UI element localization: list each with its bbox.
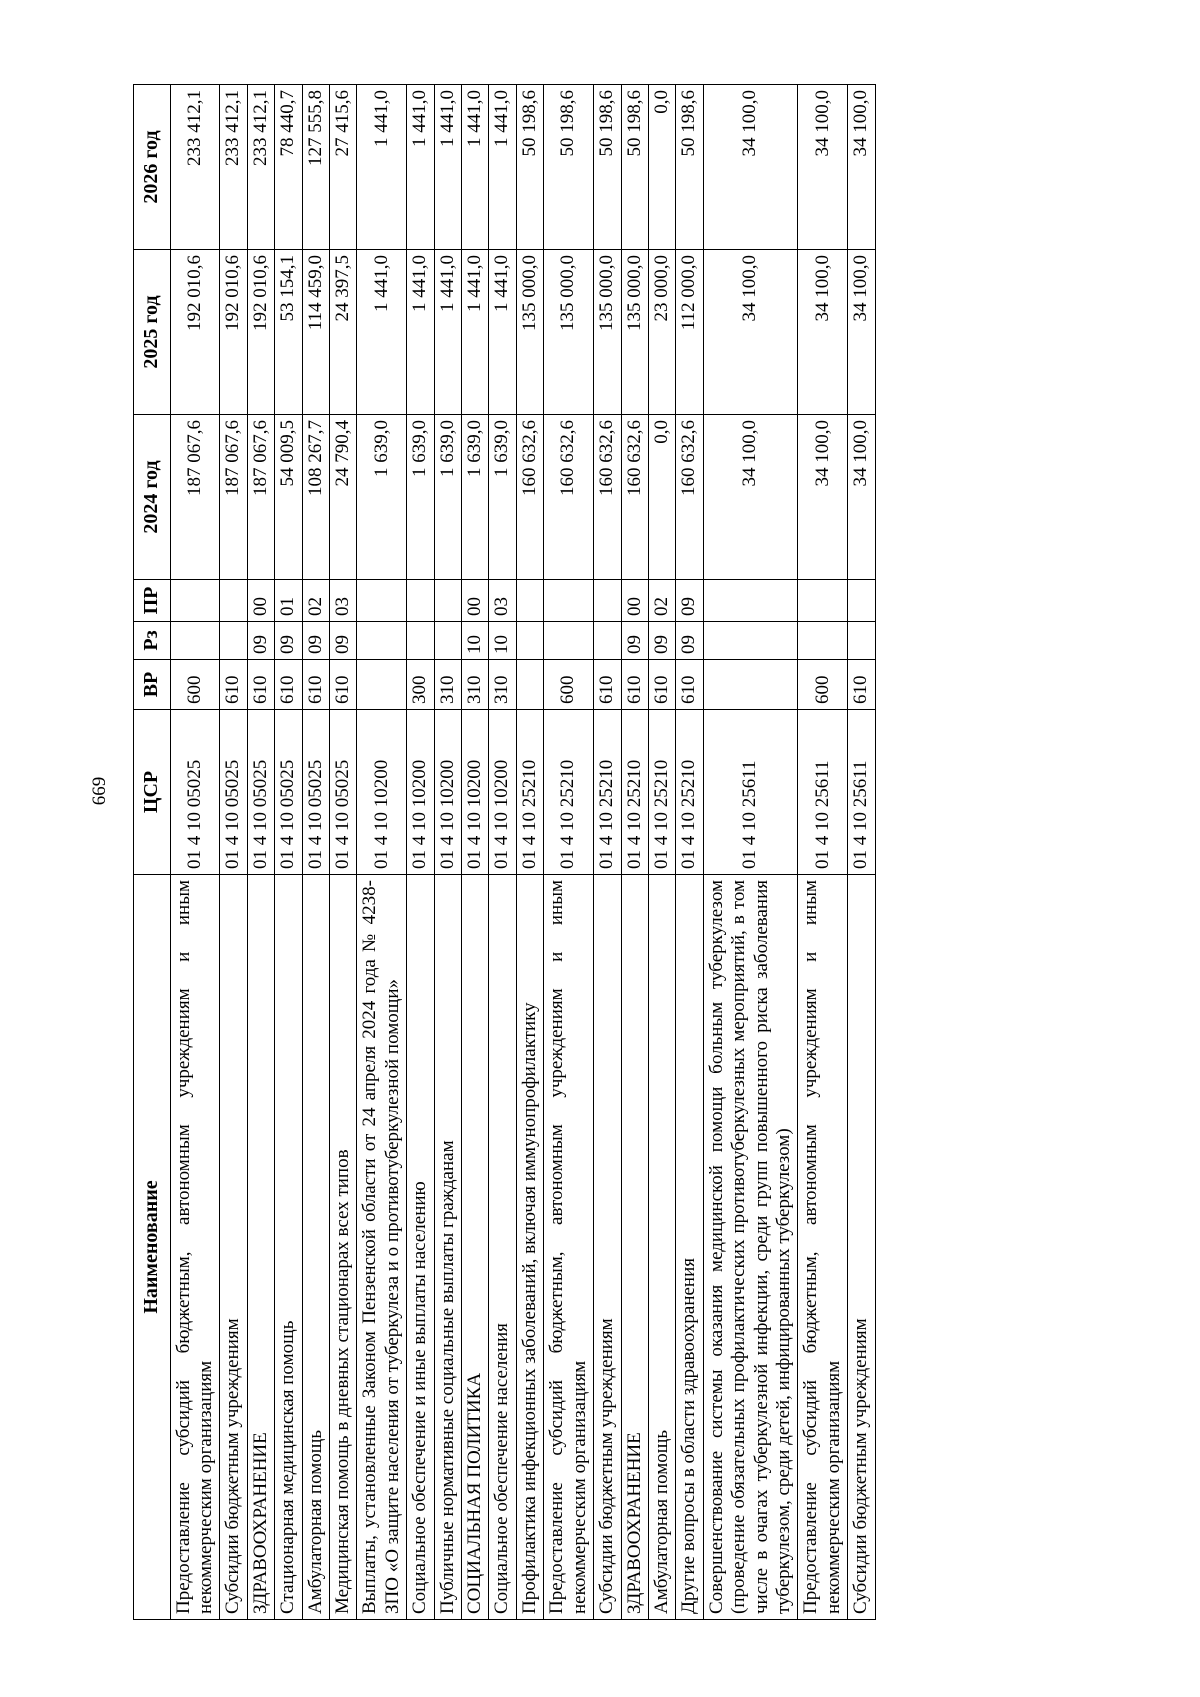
cell-name: Социальное обеспечение населения — [489, 875, 516, 1620]
cell-vr: 610 — [594, 660, 621, 710]
budget-table — [133, 84, 876, 1620]
cell-csr: 01 4 10 10200 — [434, 710, 461, 875]
cell-vr: 310 — [462, 660, 489, 710]
cell-y2025: 112 000,0 — [676, 250, 703, 415]
cell-y2024: 1 639,0 — [357, 415, 407, 580]
cell-rz — [357, 622, 407, 660]
cell-csr: 01 4 10 05025 — [170, 710, 220, 875]
cell-vr — [703, 660, 798, 710]
page-number: 669 — [89, 776, 110, 806]
cell-name: Медицинская помощь в дневных стационарах всех типов — [330, 875, 357, 1620]
cell-csr: 01 4 10 25611 — [848, 710, 875, 875]
cell-y2025: 34 100,0 — [798, 250, 848, 415]
cell-y2025: 192 010,6 — [170, 250, 220, 415]
cell-y2024: 187 067,6 — [247, 415, 274, 580]
cell-pr — [357, 580, 407, 622]
cell-name: Предоставление субсидий бюджетным, автономным учреждениям и иным некоммерческим организациям — [170, 875, 220, 1620]
cell-csr: 01 4 10 25210 — [676, 710, 703, 875]
cell-pr: 01 — [275, 580, 302, 622]
cell-vr — [516, 660, 543, 710]
cell-csr: 01 4 10 05025 — [247, 710, 274, 875]
table-row — [275, 85, 302, 1620]
cell-vr: 610 — [848, 660, 875, 710]
cell-y2024: 108 267,7 — [302, 415, 329, 580]
cell-y2026: 78 440,7 — [275, 85, 302, 250]
cell-pr — [703, 580, 798, 622]
cell-csr: 01 4 10 25210 — [648, 710, 675, 875]
table-row — [330, 85, 357, 1620]
cell-y2026: 50 198,6 — [544, 85, 594, 250]
cell-pr — [170, 580, 220, 622]
table-row — [594, 85, 621, 1620]
cell-y2026: 50 198,6 — [621, 85, 648, 250]
table-row — [621, 85, 648, 1620]
cell-name: Стационарная медицинская помощь — [275, 875, 302, 1620]
cell-y2026: 27 415,6 — [330, 85, 357, 250]
cell-name: Амбулаторная помощь — [648, 875, 675, 1620]
cell-vr: 610 — [220, 660, 247, 710]
cell-y2024: 24 790,4 — [330, 415, 357, 580]
cell-y2025: 53 154,1 — [275, 250, 302, 415]
cell-y2024: 187 067,6 — [220, 415, 247, 580]
cell-y2026: 1 441,0 — [407, 85, 434, 250]
cell-y2024: 0,0 — [648, 415, 675, 580]
cell-y2025: 135 000,0 — [621, 250, 648, 415]
cell-y2024: 54 009,5 — [275, 415, 302, 580]
cell-rz: 09 — [330, 622, 357, 660]
cell-y2025: 34 100,0 — [848, 250, 875, 415]
cell-rz — [544, 622, 594, 660]
cell-y2024: 1 639,0 — [434, 415, 461, 580]
cell-pr — [516, 580, 543, 622]
table-row — [676, 85, 703, 1620]
header-2025: 2025 год — [134, 250, 171, 415]
cell-pr: 03 — [489, 580, 516, 622]
cell-vr: 610 — [302, 660, 329, 710]
table-row — [648, 85, 675, 1620]
cell-csr: 01 4 10 05025 — [302, 710, 329, 875]
cell-y2024: 1 639,0 — [407, 415, 434, 580]
cell-csr: 01 4 10 25210 — [516, 710, 543, 875]
cell-vr: 300 — [407, 660, 434, 710]
cell-csr: 01 4 10 10200 — [489, 710, 516, 875]
header-name: Наименование — [134, 875, 171, 1620]
table-row — [407, 85, 434, 1620]
cell-y2025: 135 000,0 — [544, 250, 594, 415]
cell-vr: 610 — [621, 660, 648, 710]
cell-y2026: 1 441,0 — [357, 85, 407, 250]
cell-pr: 00 — [462, 580, 489, 622]
cell-pr: 02 — [302, 580, 329, 622]
cell-y2024: 34 100,0 — [848, 415, 875, 580]
cell-pr — [544, 580, 594, 622]
table-row — [302, 85, 329, 1620]
cell-pr — [848, 580, 875, 622]
cell-pr — [407, 580, 434, 622]
cell-vr: 310 — [434, 660, 461, 710]
cell-rz — [516, 622, 543, 660]
cell-pr — [434, 580, 461, 622]
cell-csr: 01 4 10 05025 — [330, 710, 357, 875]
cell-y2026: 50 198,6 — [594, 85, 621, 250]
cell-y2026: 34 100,0 — [848, 85, 875, 250]
cell-y2025: 192 010,6 — [247, 250, 274, 415]
cell-y2024: 34 100,0 — [798, 415, 848, 580]
cell-name: ЗДРАВООХРАНЕНИЕ — [621, 875, 648, 1620]
cell-name: Социальное обеспечение и иные выплаты населению — [407, 875, 434, 1620]
cell-rz — [434, 622, 461, 660]
cell-name: Субсидии бюджетным учреждениям — [848, 875, 875, 1620]
cell-y2026: 1 441,0 — [489, 85, 516, 250]
cell-y2025: 1 441,0 — [489, 250, 516, 415]
cell-y2026: 1 441,0 — [434, 85, 461, 250]
cell-csr: 01 4 10 10200 — [357, 710, 407, 875]
cell-rz — [170, 622, 220, 660]
cell-y2025: 1 441,0 — [462, 250, 489, 415]
cell-rz — [703, 622, 798, 660]
table-body — [170, 85, 875, 1620]
cell-y2024: 160 632,6 — [621, 415, 648, 580]
cell-rz: 09 — [621, 622, 648, 660]
cell-name: Предоставление субсидий бюджетным, автономным учреждениям и иным некоммерческим организациям — [544, 875, 594, 1620]
cell-rz: 09 — [302, 622, 329, 660]
header-vr: ВР — [134, 660, 171, 710]
cell-pr: 00 — [247, 580, 274, 622]
cell-csr: 01 4 10 05025 — [220, 710, 247, 875]
cell-vr — [357, 660, 407, 710]
cell-y2025: 114 459,0 — [302, 250, 329, 415]
cell-rz: 09 — [676, 622, 703, 660]
table-row — [220, 85, 247, 1620]
cell-vr: 310 — [489, 660, 516, 710]
cell-name: Субсидии бюджетным учреждениям — [220, 875, 247, 1620]
cell-name: Предоставление субсидий бюджетным, автономным учреждениям и иным некоммерческим организациям — [798, 875, 848, 1620]
table-header-row — [134, 85, 171, 1620]
cell-y2025: 192 010,6 — [220, 250, 247, 415]
cell-rz — [848, 622, 875, 660]
cell-csr: 01 4 10 10200 — [462, 710, 489, 875]
cell-csr: 01 4 10 25611 — [703, 710, 798, 875]
cell-name: Профилактика инфекционных заболеваний, включая иммунопрофилактику — [516, 875, 543, 1620]
table-row — [489, 85, 516, 1620]
cell-y2026: 34 100,0 — [798, 85, 848, 250]
cell-vr: 600 — [798, 660, 848, 710]
cell-y2025: 1 441,0 — [434, 250, 461, 415]
cell-y2024: 160 632,6 — [594, 415, 621, 580]
cell-vr: 610 — [676, 660, 703, 710]
cell-y2026: 233 412,1 — [170, 85, 220, 250]
cell-y2024: 160 632,6 — [544, 415, 594, 580]
cell-vr: 610 — [330, 660, 357, 710]
cell-y2026: 50 198,6 — [676, 85, 703, 250]
header-rz: Рз — [134, 622, 171, 660]
cell-vr: 610 — [648, 660, 675, 710]
cell-y2026: 34 100,0 — [703, 85, 798, 250]
table-row — [848, 85, 875, 1620]
cell-y2025: 135 000,0 — [594, 250, 621, 415]
cell-csr: 01 4 10 25210 — [621, 710, 648, 875]
cell-y2026: 50 198,6 — [516, 85, 543, 250]
cell-rz: 10 — [489, 622, 516, 660]
cell-name: Выплаты, установленные Законом Пензенской области от 24 апреля 2024 года № 4238-ЗПО «О защите населения от туберкулеза и о противотуберкулезной помощи» — [357, 875, 407, 1620]
cell-rz — [594, 622, 621, 660]
cell-vr: 610 — [275, 660, 302, 710]
cell-y2024: 160 632,6 — [516, 415, 543, 580]
cell-pr — [220, 580, 247, 622]
cell-name: СОЦИАЛЬНАЯ ПОЛИТИКА — [462, 875, 489, 1620]
table-row — [170, 85, 220, 1620]
cell-rz — [407, 622, 434, 660]
table-row — [544, 85, 594, 1620]
table-row — [516, 85, 543, 1620]
header-csr: ЦСР — [134, 710, 171, 875]
cell-pr — [594, 580, 621, 622]
cell-vr: 600 — [544, 660, 594, 710]
cell-name: Совершенствование системы оказания медицинской помощи больным туберкулезом (проведение обязательных профилактических противотуберкулезных мероприятий, в том числе в очагах туберкулезной инфекции, среди групп повышенного риска заболевания туберкулезом, среди детей, инфицированных туберкулезом) — [703, 875, 798, 1620]
cell-pr: 03 — [330, 580, 357, 622]
table-row — [798, 85, 848, 1620]
cell-y2024: 160 632,6 — [676, 415, 703, 580]
cell-rz — [220, 622, 247, 660]
table-row — [434, 85, 461, 1620]
cell-y2025: 24 397,5 — [330, 250, 357, 415]
cell-csr: 01 4 10 25611 — [798, 710, 848, 875]
header-2024: 2024 год — [134, 415, 171, 580]
cell-vr: 600 — [170, 660, 220, 710]
cell-vr: 610 — [247, 660, 274, 710]
cell-name: Публичные нормативные социальные выплаты гражданам — [434, 875, 461, 1620]
header-2026: 2026 год — [134, 85, 171, 250]
cell-csr: 01 4 10 25210 — [544, 710, 594, 875]
cell-y2025: 135 000,0 — [516, 250, 543, 415]
cell-csr: 01 4 10 25210 — [594, 710, 621, 875]
cell-rz: 10 — [462, 622, 489, 660]
cell-y2026: 233 412,1 — [220, 85, 247, 250]
cell-rz — [798, 622, 848, 660]
cell-y2024: 1 639,0 — [462, 415, 489, 580]
table-row — [357, 85, 407, 1620]
rotated-table-wrapper — [133, 85, 1083, 1620]
cell-pr: 09 — [676, 580, 703, 622]
table-row — [247, 85, 274, 1620]
cell-y2024: 187 067,6 — [170, 415, 220, 580]
header-pr: ПР — [134, 580, 171, 622]
cell-y2026: 127 555,8 — [302, 85, 329, 250]
cell-name: Амбулаторная помощь — [302, 875, 329, 1620]
cell-name: Другие вопросы в области здравоохранения — [676, 875, 703, 1620]
cell-y2026: 233 412,1 — [247, 85, 274, 250]
cell-csr: 01 4 10 10200 — [407, 710, 434, 875]
cell-y2024: 34 100,0 — [703, 415, 798, 580]
cell-y2025: 23 000,0 — [648, 250, 675, 415]
cell-pr: 02 — [648, 580, 675, 622]
cell-rz: 09 — [648, 622, 675, 660]
cell-y2025: 34 100,0 — [703, 250, 798, 415]
cell-csr: 01 4 10 05025 — [275, 710, 302, 875]
cell-pr: 00 — [621, 580, 648, 622]
cell-name: Субсидии бюджетным учреждениям — [594, 875, 621, 1620]
cell-rz: 09 — [275, 622, 302, 660]
cell-y2026: 0,0 — [648, 85, 675, 250]
table-row — [462, 85, 489, 1620]
cell-y2025: 1 441,0 — [407, 250, 434, 415]
cell-rz: 09 — [247, 622, 274, 660]
cell-pr — [798, 580, 848, 622]
cell-y2025: 1 441,0 — [357, 250, 407, 415]
cell-y2024: 1 639,0 — [489, 415, 516, 580]
cell-y2026: 1 441,0 — [462, 85, 489, 250]
table-row — [703, 85, 798, 1620]
cell-name: ЗДРАВООХРАНЕНИЕ — [247, 875, 274, 1620]
